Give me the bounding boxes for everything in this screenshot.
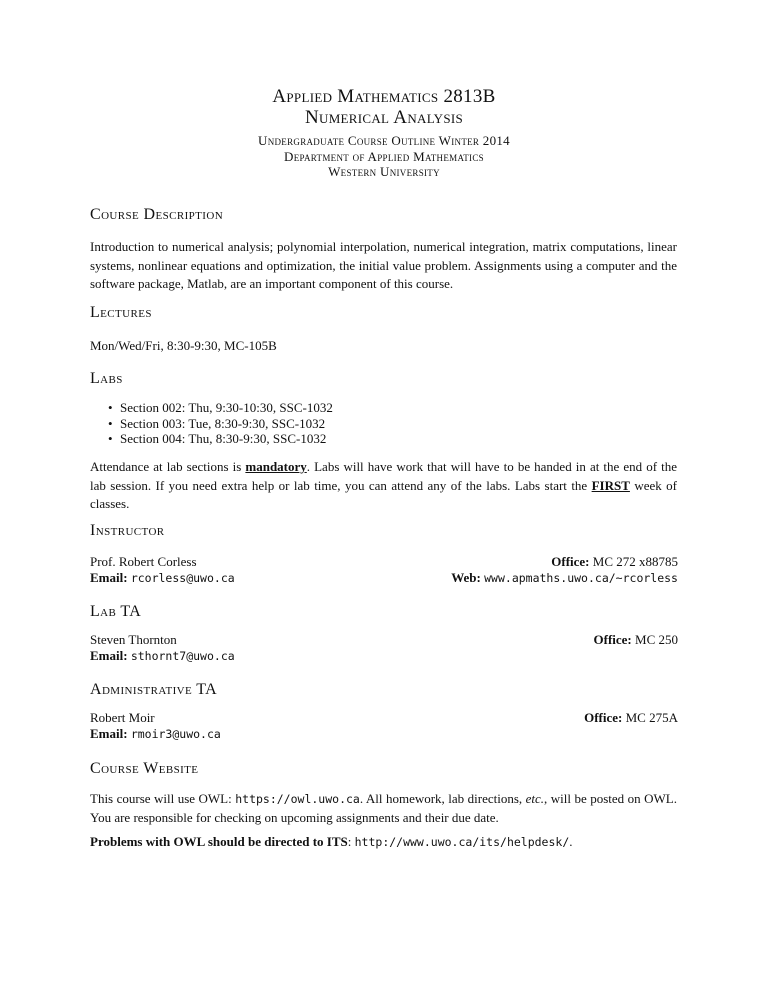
instructor-heading: Instructor: [90, 522, 165, 539]
owl-link[interactable]: https://owl.uwo.ca: [235, 792, 360, 806]
lab-ta-email: sthornt7@uwo.ca: [130, 649, 235, 663]
instructor-name: Prof. Robert Corless: [90, 554, 197, 569]
description-text: Introduction to numerical analysis; polynomial interpolation, numerical integration, matrix computations, linear systems, nonlinear equations and optimization, the initial value problem. Assignments using a computer and the software package, Matlab, are an important component of this course.: [90, 239, 677, 291]
lab-ta-name: Steven Thornton: [90, 632, 177, 647]
first-emphasis: FIRST: [591, 477, 630, 493]
labs-heading: Labs: [90, 370, 123, 387]
lab-section-item: • Section 002: Thu, 9:30-10:30, SSC-1032: [108, 400, 333, 416]
website-heading: Course Website: [90, 760, 199, 777]
admin-ta-heading: Administrative TA: [90, 681, 218, 698]
lectures-text: Mon/Wed/Fri, 8:30-9:30, MC-105B: [90, 338, 277, 353]
document-title: [0, 86, 768, 128]
document-subheading: [0, 133, 768, 180]
admin-ta-office: MC 275A: [625, 710, 678, 725]
website-paragraph: This course will use OWL: https://owl.uwo.ca. All homework, lab directions, etc., will be posted on OWL. You are responsible for checking on upcoming assignments and their due date.: [90, 791, 677, 825]
its-helpdesk-link[interactable]: http://www.uwo.ca/its/helpdesk/: [354, 835, 570, 849]
admin-ta-name: Robert Moir: [90, 710, 155, 725]
outline-label: Undergraduate Course Outline Winter 2014: [258, 133, 510, 148]
lab-section-item: • Section 003: Tue, 8:30-9:30, SSC-1032: [108, 416, 333, 432]
instructor-web: www.apmaths.uwo.ca/~rcorless: [484, 571, 678, 585]
labs-section-list: [108, 400, 333, 447]
department-label: Department of Applied Mathematics: [284, 148, 484, 164]
lab-ta-office: MC 250: [635, 632, 678, 647]
instructor-email: rcorless@uwo.ca: [130, 571, 235, 585]
admin-ta-email: rmoir3@uwo.ca: [130, 727, 221, 741]
labs-attendance-text: Attendance at lab sections is mandatory. Labs will have work that will have to be handed in at the end of the lab session. If you need extra help or lab time, you can attend any of the labs. Labs start the FIRST week of classes.: [90, 459, 677, 511]
course-subtitle: Numerical Analysis: [304, 107, 464, 128]
its-paragraph: Problems with OWL should be directed to ITS: http://www.uwo.ca/its/helpdesk/.: [90, 834, 573, 849]
course-title: Applied Mathematics 2813B: [272, 86, 496, 107]
description-heading: Course Description: [90, 206, 224, 223]
course-outline-page: Applied Mathematics 2813B Numerical Analysis Undergraduate Course Outline Winter 2014 Department of Applied Mathematics Western University Course Description Introduction to numerical analysis; polynomial interpolation, numerical integration, matrix computations, linear systems, nonlinear equations and optimization, the initial value problem. Assignments using a computer and the software package, Matlab, are an important component of this course. Lectures Mon/Wed/Fri, 8:30-9:30, MC-105B Labs • Section 002: Thu, 9:30-10:30, SSC-1032 • Section 003: Tue, 8:30-9:30, SSC-1032 • Section 004: Thu, 8:30-9:30, SSC-1032 Attendance at lab sections is mandatory. Labs will have work that will have to be handed in at the end of the lab session. If you need extra help or lab time, you can attend any of the labs. Labs start the FIRST week of classes. Instructor Prof. Robert Corless Email: rcorless@uwo.ca Office: MC 272 x88785 Web: www.apmaths.uwo.ca/~rcorless Lab TA Steven Thornton Email: sthornt7@uwo.ca Office: MC 250 Administrative TA Robert Moir Email: rmoir3@uwo.ca Office: MC 275A Course Website This course will use OWL: https://owl.uwo.ca. All homework, lab directions, etc., will be posted on OWL. You are responsible for checking on upcoming assignments and their due date. Problems with OWL should be directed to ITS: http://www.uwo.ca/its/helpdesk/.: [0, 0, 768, 994]
instructor-office: MC 272 x88785: [592, 554, 678, 569]
lab-ta-heading: Lab TA: [90, 603, 142, 620]
university-label: Western University: [328, 164, 440, 179]
lab-section-item: • Section 004: Thu, 8:30-9:30, SSC-1032: [108, 431, 333, 447]
lectures-heading: Lectures: [90, 304, 152, 321]
mandatory-emphasis: mandatory: [245, 459, 307, 474]
